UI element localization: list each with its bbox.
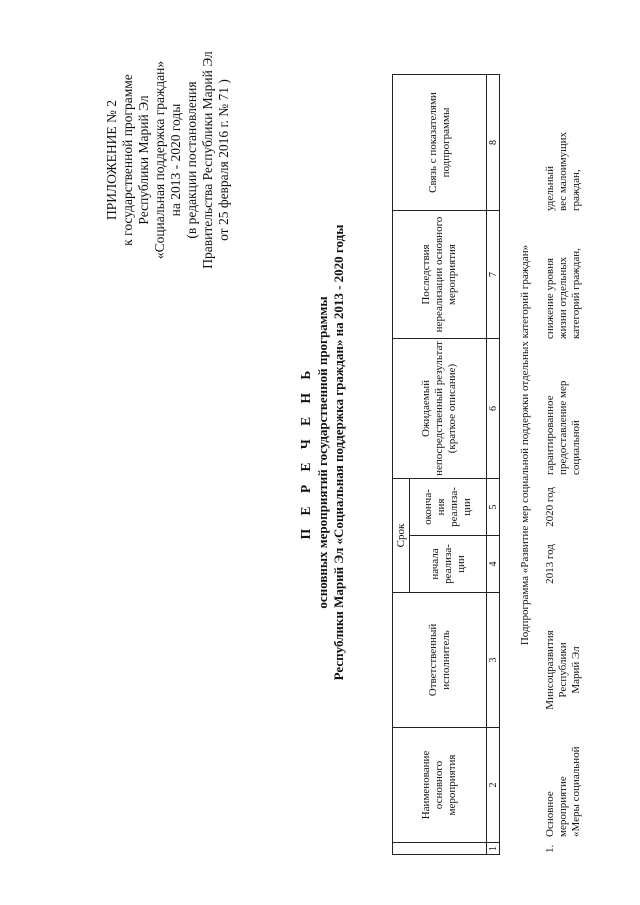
title-subheading: Республики Марий Эл «Социальная поддержка граждан» на 2013 - 2020 годы [331,224,346,681]
title-heading: П Е Р Е Ч Е Н Ь [298,365,313,540]
header-cell-link: Связь с показателями подпрограммы [393,75,487,211]
row-result-line: гарантированное [544,395,556,475]
column-number: 8 [487,75,500,211]
column-number: 1 [487,843,500,855]
row-number-text: 1. [544,844,556,853]
row-name-line: мероприятие [557,776,569,837]
header-cell-start: начала реализа-ции [410,536,487,593]
appendix-line: «Социальная поддержка граждан» [152,60,167,260]
appendix-header [104,15,232,305]
appendix-line: к государственной программе [120,74,135,246]
row-executor [544,620,583,720]
document-title [298,0,347,905]
table-row [544,75,614,855]
row-start-text: 2013 год [544,544,556,584]
measures-table [392,74,500,855]
row-consequences-line: категорий граждан, [570,248,582,339]
table-header-row [393,75,410,855]
header-cell-number [393,843,487,855]
row-link-line: вес малоимущих [557,132,569,211]
appendix-line: от 25 февраля 2016 г. № 71 ) [216,79,231,241]
column-number: 5 [487,479,500,536]
column-number-row [487,75,500,855]
row-result-line: предоставление мер [557,380,569,475]
row-link-line: граждан, [570,169,582,211]
appendix-line: Республики Марий Эл [136,95,151,225]
row-consequences [544,217,583,339]
title-subheading: основных мероприятий государственной программы [315,296,330,609]
appendix-line: на 2013 - 2020 годы [168,103,183,217]
row-executor-line: Марий Эл [570,646,582,694]
row-name [544,727,583,837]
header-cell-consequences: Последствия нереализации основного мероприятия [393,211,487,339]
header-cell-result: Ожидаемый непосредственный результат (краткое описание) [393,339,487,479]
row-result [544,345,583,475]
row-executor-line: Республики [557,642,569,698]
appendix-line: ПРИЛОЖЕНИЕ № 2 [104,99,119,221]
column-number: 7 [487,211,500,339]
row-link-line: удельный [544,166,556,211]
row-start [544,538,557,590]
header-cell-executor: Ответственный исполнитель [393,593,487,728]
row-result-line: социальной [570,420,582,475]
column-number: 4 [487,536,500,593]
row-consequences-line: снижение уровня [544,257,556,339]
row-consequences-line: жизни отдельных [557,256,569,339]
column-number: 2 [487,728,500,843]
row-executor-line: Минсоцразвития [544,630,556,710]
row-end-text: 2020 год [544,487,556,527]
row-number [544,841,557,853]
subprogram-heading: Подпрограмма «Развитие мер социальной поддержки отдельных категорий граждан» [519,244,531,646]
column-number: 6 [487,339,500,479]
row-end [544,481,557,533]
header-cell-term: Срок [393,479,410,593]
header-cell-name: Наименование основного мероприятия [393,728,487,843]
appendix-line: (в редакции постановления [184,81,199,239]
row-name-line: Основное [544,791,556,837]
header-cell-end: оконча-ния реализа-ции [410,479,487,536]
column-number: 3 [487,593,500,728]
row-link [544,83,583,211]
appendix-line: Правительства Республики Марий Эл [200,51,215,269]
row-name-line: «Меры социальной [570,746,582,837]
